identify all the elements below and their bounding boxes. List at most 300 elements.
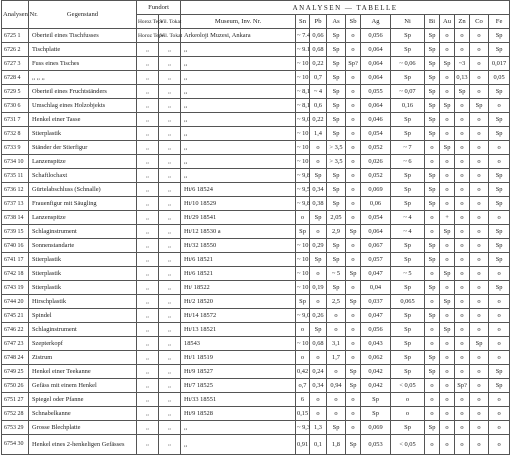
cell-fe: Sp — [489, 29, 510, 43]
cell-nr: 6744 20 — [2, 295, 29, 309]
cell-m: Ht/7 18525 — [181, 379, 296, 393]
cell-fe: o — [489, 155, 510, 169]
cell-g: Umschlag eines Holzobjekts — [29, 99, 137, 113]
cell-ag: 0,026 — [361, 155, 391, 169]
cell-sb: Sp — [346, 435, 361, 455]
cell-ag: 0,064 — [361, 99, 391, 113]
cell-co: o — [470, 155, 489, 169]
cell-as: ~ 5 — [327, 267, 346, 281]
cell-fe: Sp — [489, 197, 510, 211]
cell-au: Sp — [440, 57, 455, 71]
cell-sn: ~ 9,3 — [296, 421, 310, 435]
cell-g: Hirschplastik — [29, 295, 137, 309]
cell-f1: ,, — [137, 253, 159, 267]
cell-g: Stierplastik — [29, 281, 137, 295]
cell-nr: 6725 1 — [2, 29, 29, 43]
cell-bi: Sp — [425, 43, 440, 57]
cell-ag: 0,064 — [361, 43, 391, 57]
cell-co: o — [470, 141, 489, 155]
cell-sn: ~ 10 — [296, 57, 310, 71]
cell-ag: 0,043 — [361, 337, 391, 351]
cell-nr: 6742 18 — [2, 267, 29, 281]
cell-pb: 1,4 — [310, 127, 327, 141]
cell-nr: 6747 23 — [2, 337, 29, 351]
cell-zn: o — [455, 99, 470, 113]
cell-ag: 0,046 — [361, 113, 391, 127]
cell-f2: ,, — [159, 197, 181, 211]
cell-f2: ,, — [159, 365, 181, 379]
cell-f1: ,, — [137, 421, 159, 435]
cell-sn: 6 — [296, 393, 310, 407]
cell-f1: ,, — [137, 435, 159, 455]
cell-as: o — [327, 407, 346, 421]
header-fundort: Fundort — [137, 1, 181, 15]
table-row — [2, 281, 510, 295]
cell-g: Spindel — [29, 309, 137, 323]
table-row — [2, 169, 510, 183]
cell-sn: ~ 9,5 — [296, 183, 310, 197]
cell-g: Lanzenspitze — [29, 155, 137, 169]
cell-pb: o — [310, 141, 327, 155]
cell-ni: Sp — [391, 323, 425, 337]
cell-m: ,, — [181, 435, 296, 455]
cell-pb: 1,3 — [310, 421, 327, 435]
table-row — [2, 141, 510, 155]
cell-pb: Sp — [310, 169, 327, 183]
cell-m: Ht/12 18530 a — [181, 225, 296, 239]
cell-pb: Sp — [310, 323, 327, 337]
cell-g: Gefäss mit einem Henkel — [29, 379, 137, 393]
cell-f1: ,, — [137, 337, 159, 351]
cell-ni: Sp — [391, 365, 425, 379]
cell-nr: 6730 6 — [2, 99, 29, 113]
cell-m: ,, — [181, 71, 296, 85]
cell-as: 2,05 — [327, 211, 346, 225]
cell-au: o — [440, 379, 455, 393]
cell-fe: Sp — [489, 113, 510, 127]
cell-pb: Sp — [310, 211, 327, 225]
cell-ni: Sp — [391, 351, 425, 365]
cell-as: Sp — [327, 85, 346, 99]
cell-f1: ,, — [137, 351, 159, 365]
cell-au: o — [440, 113, 455, 127]
cell-g: Stierplastik — [29, 267, 137, 281]
cell-g: Schnabelkanne — [29, 407, 137, 421]
cell-co: o — [470, 323, 489, 337]
cell-f2: ,, — [159, 267, 181, 281]
cell-au: Sp — [440, 267, 455, 281]
cell-ni: Sp — [391, 281, 425, 295]
cell-sb: o — [346, 253, 361, 267]
cell-bi: Sp — [425, 169, 440, 183]
cell-f1: ,, — [137, 183, 159, 197]
cell-f2: ,, — [159, 407, 181, 421]
table-row — [2, 71, 510, 85]
header-au: Au — [440, 15, 455, 29]
cell-as: 1,7 — [327, 351, 346, 365]
cell-as: o — [327, 309, 346, 323]
cell-nr: 6749 25 — [2, 365, 29, 379]
cell-ag: 0,067 — [361, 239, 391, 253]
table-row — [2, 295, 510, 309]
cell-f1: ,, — [137, 85, 159, 99]
cell-ag: 0,047 — [361, 267, 391, 281]
header-sn: Sn — [296, 15, 310, 29]
cell-nr: 6729 5 — [2, 85, 29, 99]
cell-pb: 0,29 — [310, 239, 327, 253]
cell-ni: < 0,05 — [391, 379, 425, 393]
cell-as: Sp — [327, 29, 346, 43]
cell-m: Ht/10 18529 — [181, 197, 296, 211]
table-row — [2, 99, 510, 113]
cell-f1: ,, — [137, 57, 159, 71]
cell-co: o — [470, 281, 489, 295]
cell-f1: ,, — [137, 155, 159, 169]
cell-zn: o — [455, 407, 470, 421]
cell-f2: ,, — [159, 295, 181, 309]
cell-co: o — [470, 29, 489, 43]
cell-m: Ht/6 18524 — [181, 183, 296, 197]
cell-ag: 0,069 — [361, 183, 391, 197]
cell-co: o — [470, 407, 489, 421]
cell-sn: 0,42 — [296, 365, 310, 379]
header-gegenstand: Gegenstand — [29, 1, 137, 29]
cell-g: Gürtelabschluss (Schnalle) — [29, 183, 137, 197]
cell-bi: Sp — [425, 99, 440, 113]
cell-ag: 0,054 — [361, 211, 391, 225]
cell-ag: Sp — [361, 393, 391, 407]
cell-as: o — [327, 323, 346, 337]
cell-g: Henkel eines 2-henkeligen Gefässes — [29, 435, 137, 455]
cell-f1: ,, — [137, 127, 159, 141]
cell-co: Sp — [470, 337, 489, 351]
cell-as: o — [327, 393, 346, 407]
cell-nr: 6735 11 — [2, 169, 29, 183]
cell-bi: Sp — [425, 57, 440, 71]
cell-pb: 0,38 — [310, 197, 327, 211]
cell-co: o — [470, 85, 489, 99]
cell-nr: 6741 17 — [2, 253, 29, 267]
cell-f2: ,, — [159, 169, 181, 183]
cell-sb: o — [346, 351, 361, 365]
cell-bi: o — [425, 155, 440, 169]
cell-as: Sp — [327, 281, 346, 295]
cell-sn: ~ 10 — [296, 337, 310, 351]
cell-bi: o — [425, 337, 440, 351]
cell-fe: 0,05 — [489, 71, 510, 85]
cell-g: ,, ,, ,, — [29, 71, 137, 85]
table-row — [2, 29, 510, 43]
table-row — [2, 309, 510, 323]
cell-bi: o — [425, 323, 440, 337]
cell-ni: Sp — [391, 337, 425, 351]
cell-m: Ht/1 18519 — [181, 351, 296, 365]
cell-nr: 6737 13 — [2, 197, 29, 211]
cell-f1: ,, — [137, 407, 159, 421]
cell-f1: ,, — [137, 197, 159, 211]
cell-au: o — [440, 29, 455, 43]
cell-ni: ~ 0,07 — [391, 85, 425, 99]
cell-zn: o — [455, 337, 470, 351]
cell-fe: Sp — [489, 225, 510, 239]
cell-sn: o — [296, 211, 310, 225]
cell-au: o — [440, 407, 455, 421]
cell-sb: o — [346, 281, 361, 295]
cell-pb: Sp — [310, 253, 327, 267]
cell-fe: o — [489, 267, 510, 281]
cell-ag: 0,052 — [361, 141, 391, 155]
table-row — [2, 337, 510, 351]
cell-pb: 0,26 — [310, 309, 327, 323]
cell-sb: o — [346, 99, 361, 113]
analysen-table — [1, 0, 510, 455]
table-row — [2, 43, 510, 57]
cell-m: Ht/9 18528 — [181, 407, 296, 421]
cell-nr: 6746 22 — [2, 323, 29, 337]
cell-co: o — [470, 253, 489, 267]
cell-bi: Sp — [425, 113, 440, 127]
cell-zn: o — [455, 183, 470, 197]
cell-as: Sp — [327, 253, 346, 267]
cell-m: Ht/2 18520 — [181, 295, 296, 309]
cell-f2: ,, — [159, 323, 181, 337]
cell-sn: ~ 9,0 — [296, 113, 310, 127]
cell-as: 3,1 — [327, 337, 346, 351]
cell-nr: 6733 9 — [2, 141, 29, 155]
header-ni: Ni — [391, 15, 425, 29]
cell-bi: Sp — [425, 71, 440, 85]
cell-as: Sp — [327, 71, 346, 85]
cell-m: ,, — [181, 57, 296, 71]
cell-ag: 0,064 — [361, 225, 391, 239]
cell-pb: 0,24 — [310, 365, 327, 379]
cell-au: o — [440, 365, 455, 379]
cell-sb: o — [346, 43, 361, 57]
cell-as: 0,94 — [327, 379, 346, 393]
cell-bi: o — [425, 295, 440, 309]
cell-fe: o — [489, 309, 510, 323]
cell-ag: 0,053 — [361, 435, 391, 455]
cell-sn: ~ 9,8 — [296, 197, 310, 211]
cell-sn: o — [296, 351, 310, 365]
cell-as: Sp — [327, 57, 346, 71]
cell-sb: Sp — [346, 295, 361, 309]
cell-ni: Sp — [391, 71, 425, 85]
cell-fe: Sp — [489, 127, 510, 141]
cell-ag: 0,042 — [361, 365, 391, 379]
cell-sn: ~ 10 — [296, 239, 310, 253]
cell-m: Ht/14 18572 — [181, 309, 296, 323]
cell-co: o — [470, 309, 489, 323]
cell-sb: o — [346, 309, 361, 323]
cell-co: o — [470, 435, 489, 455]
cell-zn: o — [455, 141, 470, 155]
cell-g: Oberteil eines Tischfusses — [29, 29, 137, 43]
cell-bi: Sp — [425, 183, 440, 197]
cell-co: o — [470, 169, 489, 183]
cell-f1: ,, — [137, 281, 159, 295]
cell-nr: 6750 26 — [2, 379, 29, 393]
cell-ni: Sp — [391, 197, 425, 211]
cell-bi: Sp — [425, 309, 440, 323]
cell-fe: Sp — [489, 379, 510, 393]
cell-bi: o — [425, 225, 440, 239]
cell-pb: 0,66 — [310, 29, 327, 43]
table-row — [2, 239, 510, 253]
cell-sn: ~ 8,1 — [296, 99, 310, 113]
cell-ag: 0,055 — [361, 85, 391, 99]
cell-nr: 6727 3 — [2, 57, 29, 71]
cell-f1: ,, — [137, 141, 159, 155]
cell-f1: ,, — [137, 267, 159, 281]
cell-ni: Sp — [391, 183, 425, 197]
cell-sn: ~ 9,0 — [296, 309, 310, 323]
cell-ag: 0,064 — [361, 71, 391, 85]
cell-nr: 6728 4 — [2, 71, 29, 85]
cell-au: Sp — [440, 295, 455, 309]
cell-sb: o — [346, 183, 361, 197]
cell-bi: o — [425, 141, 440, 155]
header-sb: Sb — [346, 15, 361, 29]
cell-g: Grosse Blechplatte — [29, 421, 137, 435]
cell-as: Sp — [327, 183, 346, 197]
cell-m: ,, — [181, 113, 296, 127]
cell-pb: o — [310, 295, 327, 309]
table-row — [2, 323, 510, 337]
cell-ni: ~ 4 — [391, 225, 425, 239]
cell-g: Stierplastik — [29, 127, 137, 141]
cell-zn: o — [455, 309, 470, 323]
cell-nr: 6748 24 — [2, 351, 29, 365]
cell-bi: Sp — [425, 365, 440, 379]
cell-g: Henkel einer Teekanne — [29, 365, 137, 379]
cell-m: Ht/6 18521 — [181, 253, 296, 267]
cell-zn: Sp — [455, 85, 470, 99]
cell-ag: Sp — [361, 407, 391, 421]
cell-nr: 6734 10 — [2, 155, 29, 169]
header-horoz-tepe: Horoz Tepe — [137, 15, 159, 29]
cell-fe: o — [489, 99, 510, 113]
cell-au: o — [440, 435, 455, 455]
cell-co: o — [470, 43, 489, 57]
cell-g: Lanzenspitze — [29, 211, 137, 225]
cell-m: 18543 — [181, 337, 296, 351]
cell-ag: 0,04 — [361, 281, 391, 295]
cell-bi: o — [425, 267, 440, 281]
cell-fe: o — [489, 323, 510, 337]
cell-f1: ,, — [137, 365, 159, 379]
cell-pb: 0,22 — [310, 57, 327, 71]
cell-as: 2,5 — [327, 295, 346, 309]
cell-au: Sp — [440, 323, 455, 337]
cell-co: o — [470, 365, 489, 379]
cell-pb: 0,1 — [310, 435, 327, 455]
cell-f2: ,, — [159, 43, 181, 57]
header-zn: Zn — [455, 15, 470, 29]
cell-au: o — [440, 253, 455, 267]
cell-ag: 0,037 — [361, 295, 391, 309]
cell-co: o — [470, 351, 489, 365]
cell-ni: ~ 4 — [391, 211, 425, 225]
cell-pb: o — [310, 393, 327, 407]
cell-nr: 6738 14 — [2, 211, 29, 225]
cell-m: ,, — [181, 85, 296, 99]
cell-sn: 0,91 — [296, 435, 310, 455]
cell-au: o — [440, 393, 455, 407]
cell-m: ,, — [181, 155, 296, 169]
cell-g: Schlaginstrument — [29, 225, 137, 239]
cell-f1: ,, — [137, 99, 159, 113]
cell-bi: Sp — [425, 85, 440, 99]
cell-au: o — [440, 183, 455, 197]
cell-sb: o — [346, 113, 361, 127]
cell-pb: 0,34 — [310, 379, 327, 393]
cell-f2: ,, — [159, 85, 181, 99]
cell-f1: ,, — [137, 169, 159, 183]
cell-fe: o — [489, 295, 510, 309]
cell-m: Ht/13 18521 — [181, 323, 296, 337]
cell-au: o — [440, 169, 455, 183]
table-title: ANALYSEN — TABELLE — [181, 1, 510, 15]
cell-sb: o — [346, 211, 361, 225]
cell-zn: o — [455, 323, 470, 337]
cell-bi: o — [425, 211, 440, 225]
cell-fe: Sp — [489, 169, 510, 183]
cell-pb: o — [310, 407, 327, 421]
cell-f2: ,, — [159, 281, 181, 295]
cell-ag: 0,056 — [361, 323, 391, 337]
cell-zn: o — [455, 113, 470, 127]
cell-g: Zistrum — [29, 351, 137, 365]
cell-sb: o — [346, 323, 361, 337]
cell-zn: o — [455, 239, 470, 253]
cell-g: Schlaginstrument — [29, 323, 137, 337]
cell-pb: 0,68 — [310, 337, 327, 351]
cell-sn: ~ 9,8 — [296, 169, 310, 183]
cell-f2: ,, — [159, 393, 181, 407]
cell-f1: ,, — [137, 309, 159, 323]
cell-pb: 0,22 — [310, 113, 327, 127]
cell-sn: o,7 — [296, 379, 310, 393]
cell-ni: Sp — [391, 421, 425, 435]
table-row — [2, 225, 510, 239]
cell-bi: Sp — [425, 29, 440, 43]
table-row — [2, 85, 510, 99]
cell-au: Sp — [440, 99, 455, 113]
cell-ag: 0,052 — [361, 169, 391, 183]
table-row — [2, 435, 510, 455]
cell-zn: o — [455, 267, 470, 281]
cell-zn: o — [455, 295, 470, 309]
cell-nr: 6726 2 — [2, 43, 29, 57]
cell-zn: o — [455, 43, 470, 57]
table-row — [2, 253, 510, 267]
cell-sb: o — [346, 127, 361, 141]
cell-au: o — [440, 421, 455, 435]
cell-fe: Sp — [489, 183, 510, 197]
cell-ni: Sp — [391, 309, 425, 323]
cell-f1: ,, — [137, 211, 159, 225]
cell-bi: Sp — [425, 421, 440, 435]
cell-co: o — [470, 127, 489, 141]
cell-f1: ,, — [137, 379, 159, 393]
cell-f1: ,, — [137, 323, 159, 337]
header-co: Co — [470, 15, 489, 29]
cell-pb: ~ 4 — [310, 85, 327, 99]
cell-zn: o — [455, 211, 470, 225]
cell-bi: Sp — [425, 281, 440, 295]
cell-au: o — [440, 43, 455, 57]
